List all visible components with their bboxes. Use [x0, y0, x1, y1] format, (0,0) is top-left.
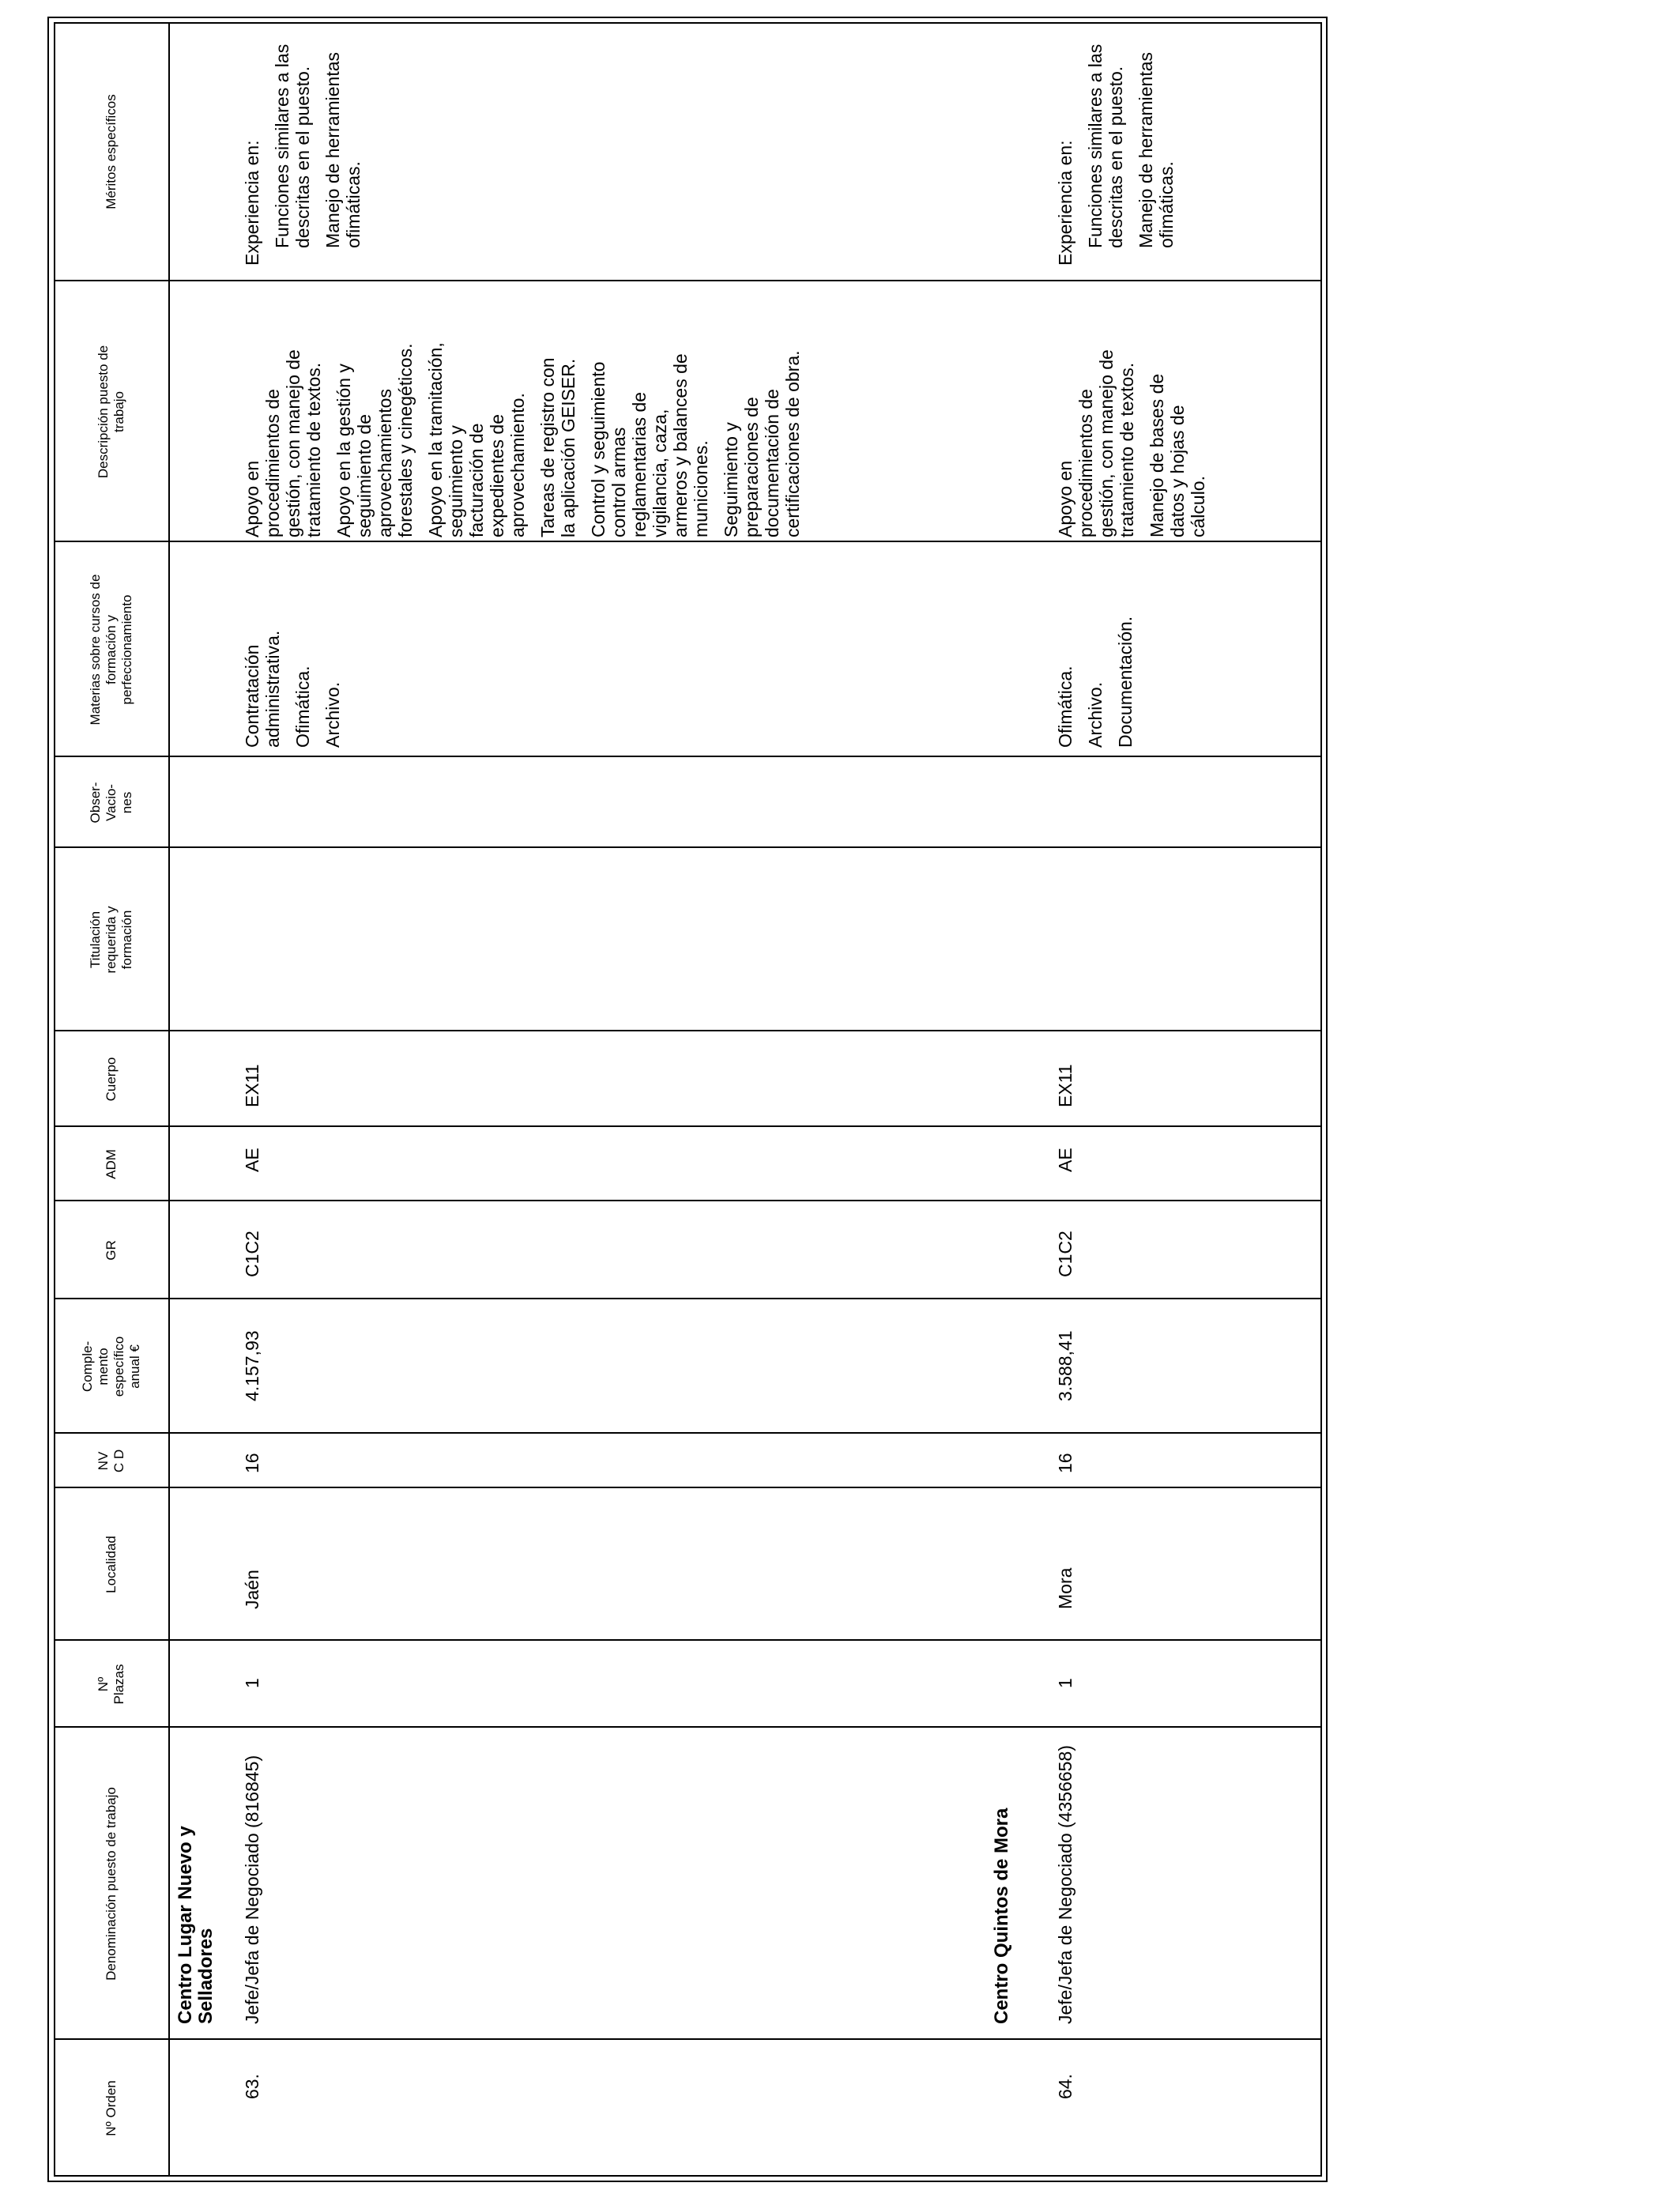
meritos-cell [242, 28, 373, 266]
merito-item: Manejo de herramientas ofimáticas. [322, 51, 363, 248]
col-divider [54, 1726, 1322, 1728]
materia-item: Documentación. [1115, 616, 1136, 748]
col-divider [54, 1200, 1322, 1201]
materia-item: Contratación administrativa. [242, 630, 283, 748]
col-divider [54, 1487, 1322, 1488]
header-localidad: Localidad [103, 1536, 119, 1593]
header-denominacion: Denominación puesto de trabajo [103, 1787, 119, 1981]
col-divider [54, 846, 1322, 848]
merito-item: Manejo de herramientas ofimáticas. [1136, 51, 1177, 248]
gr-cell: C1C2 [242, 1231, 262, 1277]
meritos-cell [1055, 28, 1186, 266]
descripcion-item: Manejo de bases de datos y hojas de cálculo. [1147, 373, 1208, 537]
materia-item: Archivo. [322, 681, 343, 748]
adm-cell: AE [1055, 1148, 1075, 1172]
descripcion-item: Apoyo en la tramitación, seguimiento y facturación de expedientes de aprovechamiento. [425, 342, 528, 537]
materia-item: Ofimática. [292, 665, 313, 748]
descripcion-cell [242, 340, 812, 537]
header-observaciones: Obser- Vacio- nes [87, 782, 134, 824]
complemento-cell: 3.588,41 [1055, 1330, 1075, 1401]
merito-item: Funciones similares a las descritas en el puesto. [1085, 43, 1126, 248]
col-divider [54, 541, 1322, 542]
orden-cell: 63. [242, 2074, 262, 2099]
header-materias: Materias sobre cursos de formación y perfeccionamiento [87, 574, 134, 726]
localidad-cell: Mora [1055, 1567, 1075, 1609]
col-divider [54, 1030, 1322, 1031]
orden-cell: 64. [1055, 2074, 1075, 2099]
descripcion-item: Apoyo en la gestión y seguimiento de aprovechamientos forestales y cinegéticos. [333, 343, 416, 537]
header-complemento: Comple- mento específico anual € [79, 1336, 142, 1397]
denominacion-cell: Jefe/Jefa de Negociado (4356658) [1055, 1745, 1075, 2024]
header-nvcd: NV C D [95, 1449, 126, 1473]
descripcion-item: Apoyo en procedimientos de gestión, con manejo de tratamiento de textos. [1055, 349, 1137, 537]
materia-item: Ofimática. [1055, 665, 1075, 748]
merito-item: Funciones similares a las descritas en el puesto. [272, 43, 313, 248]
materia-item: Archivo. [1085, 681, 1106, 748]
header-divider [168, 22, 170, 2177]
centro-title: Centro Lugar Nuevo y Selladores [175, 1826, 217, 2024]
header-gr: GR [103, 1240, 119, 1261]
header-plazas: Nº Plazas [95, 1664, 126, 1705]
col-divider [54, 756, 1322, 757]
materias-cell [1055, 546, 1145, 748]
col-divider [54, 280, 1322, 281]
col-divider [54, 1639, 1322, 1641]
denominacion-cell: Jefe/Jefa de Negociado (816845) [242, 1755, 262, 2024]
nvcd-cell: 16 [1055, 1453, 1075, 1473]
col-divider [54, 1298, 1322, 1299]
header-cuerpo: Cuerpo [103, 1057, 119, 1102]
col-divider [54, 2038, 1322, 2040]
materias-cell [242, 546, 352, 748]
meritos-title: Experiencia en: [1055, 140, 1075, 266]
adm-cell: AE [242, 1148, 262, 1172]
gr-cell: C1C2 [1055, 1231, 1075, 1277]
descripcion-cell [1055, 340, 1218, 537]
centro-title: Centro Quintos de Mora [991, 1808, 1012, 2024]
cuerpo-cell: EX11 [242, 1064, 262, 1107]
plazas-cell: 1 [242, 1678, 262, 1688]
header-adm: ADM [103, 1149, 119, 1179]
cuerpo-cell: EX11 [1055, 1064, 1075, 1107]
descripcion-item: Apoyo en procedimientos de gestión, con manejo de tratamiento de textos. [242, 349, 324, 537]
header-descripcion: Descripción puesto de trabajo [95, 345, 126, 479]
col-divider [54, 1125, 1322, 1127]
col-divider [54, 1432, 1322, 1434]
plazas-cell: 1 [1055, 1678, 1075, 1688]
header-titulacion: Titulación requerida y formación [87, 906, 134, 974]
localidad-cell: Jaén [242, 1570, 262, 1609]
header-meritos: Méritos específicos [103, 94, 119, 209]
complemento-cell: 4.157,93 [242, 1330, 262, 1401]
nvcd-cell: 16 [242, 1453, 262, 1473]
meritos-title: Experiencia en: [242, 140, 262, 266]
header-orden: Nº Orden [103, 2080, 119, 2136]
descripcion-item: Control y seguimiento control armas reglamentarias de vigilancia, caza, armeros y balances de municiones. [588, 353, 711, 537]
descripcion-item: Seguimiento y preparaciones de documentación de certificaciones de obra. [721, 350, 803, 537]
descripcion-item: Tareas de registro con la aplicación GEISER. [537, 357, 578, 537]
